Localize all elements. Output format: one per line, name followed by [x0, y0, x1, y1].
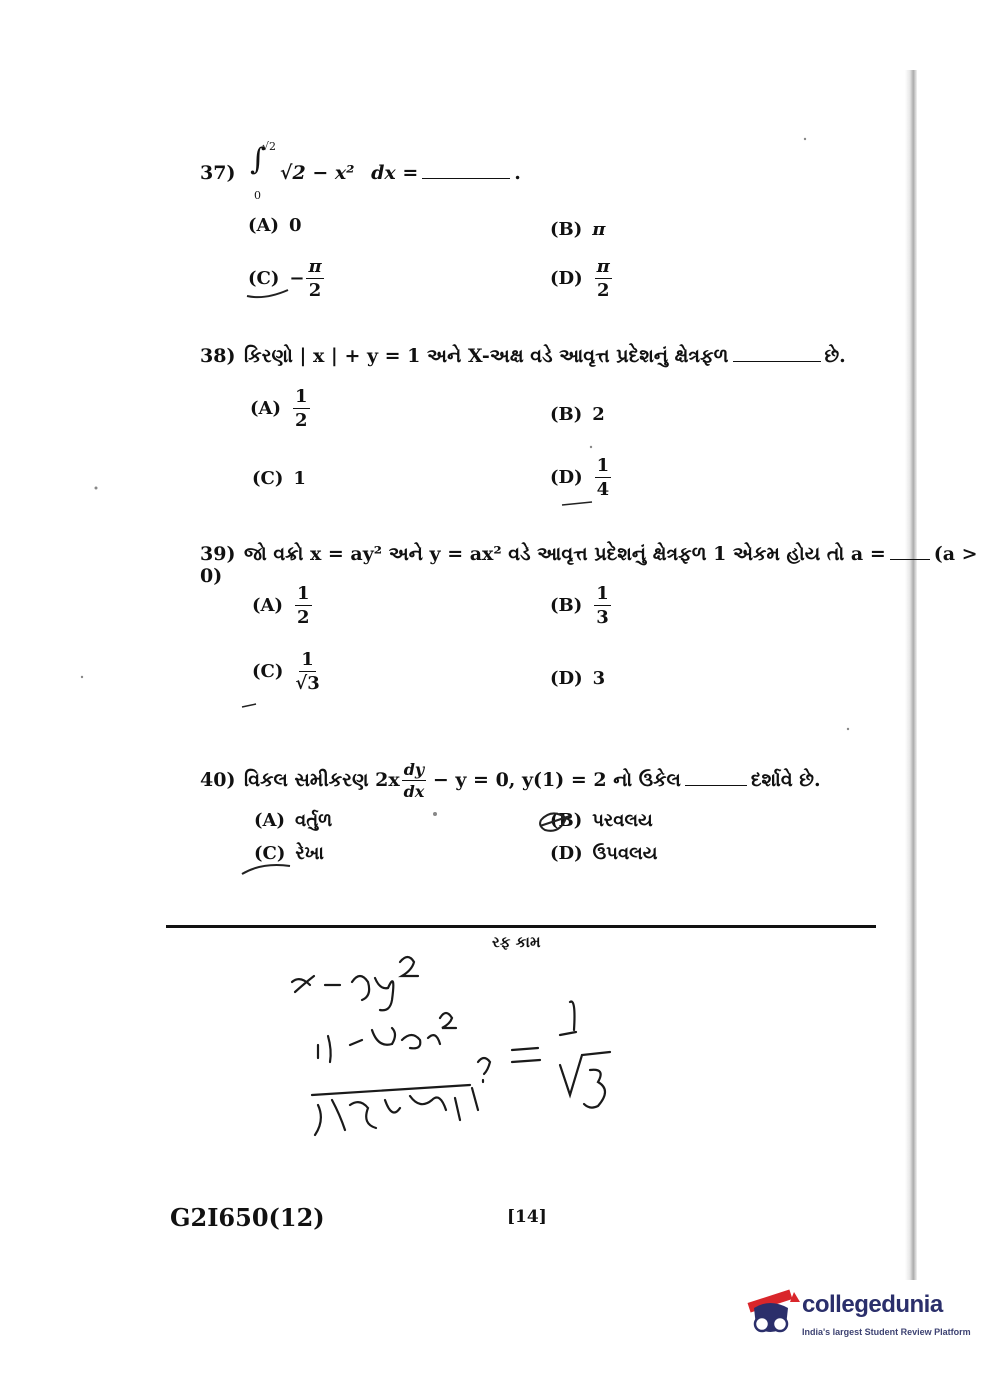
- question-number: 39): [200, 543, 236, 565]
- q37-option-d: (D) $\frac{\pi}{2}$: [550, 256, 610, 301]
- question-38: 38) કિરણો | x | + y = 1 અને X-અક્ષ વડે આવૃત્ત પ્રદેશનું ક્ષેત્રફળ છે.: [200, 345, 846, 367]
- q37-underline-mark: [247, 290, 288, 297]
- q40-option-a: (A) વર્તુળ: [254, 810, 333, 831]
- dx-label: dx =: [371, 162, 419, 184]
- q39-option-c: (C) $\frac{1}{√3}$: [252, 649, 320, 694]
- logo-tagline: India's largest Student Review Platform: [802, 1327, 971, 1337]
- question-39: 39) જો વક્રો x = ay² અને y = ax² વડે આવૃત્ત પ્રદેશનું ક્ષેત્રફળ 1 એકમ હોય તો a = (a > 0): [200, 543, 978, 587]
- q40-b-scribble: [540, 813, 570, 830]
- q38-option-c: (C) 1: [252, 468, 306, 489]
- q37-option-a: (A) 0: [248, 215, 302, 236]
- logo-wordmark: collegedunia: [802, 1291, 943, 1318]
- q39-pen-dash: [242, 704, 256, 707]
- q40-option-d: (D) ઉપવલય: [550, 843, 658, 864]
- question-40: 40) વિકલ સમીકરણ 2x $\frac{dy}{dx}$ − y = 0, y(1) = 2 નો ઉકેલ દર્શાવે છે.: [200, 760, 821, 801]
- q40-option-b: (B) પરવલય: [550, 810, 653, 831]
- question-37-text: √2 − x² dx = .: [280, 162, 521, 184]
- integral-lower-limit: 0: [254, 189, 261, 202]
- q37-option-b: (B) π: [550, 219, 606, 240]
- page-number: [14]: [507, 1207, 547, 1227]
- question-text: જો વક્રો x = ay² અને y = ax² વડે આવૃત્ત પ્રદેશનું ક્ષેત્રફળ 1 એકમ હોય તો a =: [244, 543, 886, 565]
- question-number: 37): [200, 162, 236, 184]
- q39-option-d: (D) 3: [550, 668, 606, 689]
- q37-option-c: (C) − $\frac{\pi}{2}$: [248, 256, 322, 301]
- q38-option-b: (B) 2: [550, 404, 605, 425]
- question-text: કિરણો | x | + y = 1 અને X-અક્ષ વડે આવૃત્ત પ્રદેશનું ક્ષેત્રફળ: [244, 345, 729, 367]
- paper-code: G2I650(12): [170, 1203, 325, 1232]
- question-number: 40): [200, 769, 236, 791]
- integral-upper-limit: √2: [262, 140, 277, 153]
- q39-option-a: (A) $\frac{1}{2}$: [252, 583, 310, 628]
- integral-sign: ∫: [250, 142, 266, 177]
- handwritten-rough-work: [292, 957, 610, 1135]
- q38-underline-mark: [562, 502, 592, 505]
- integrand: √2 − x²: [280, 162, 355, 184]
- q40-option-c: (C) રેખા: [254, 843, 324, 864]
- scan-specks: [81, 138, 849, 816]
- question-text: વિકલ સમીકરણ 2x: [244, 769, 400, 791]
- q38-option-d: (D) $\frac{1}{4}$: [550, 455, 610, 500]
- question-number: 38): [200, 345, 236, 367]
- q38-option-a: (A) $\frac{1}{2}$: [250, 386, 308, 431]
- rough-work-divider: [166, 925, 876, 928]
- q40-underline-mark: [242, 865, 290, 874]
- q39-option-b: (B) $\frac{1}{3}$: [550, 583, 609, 628]
- rough-work-heading: રફ કામ: [492, 933, 541, 951]
